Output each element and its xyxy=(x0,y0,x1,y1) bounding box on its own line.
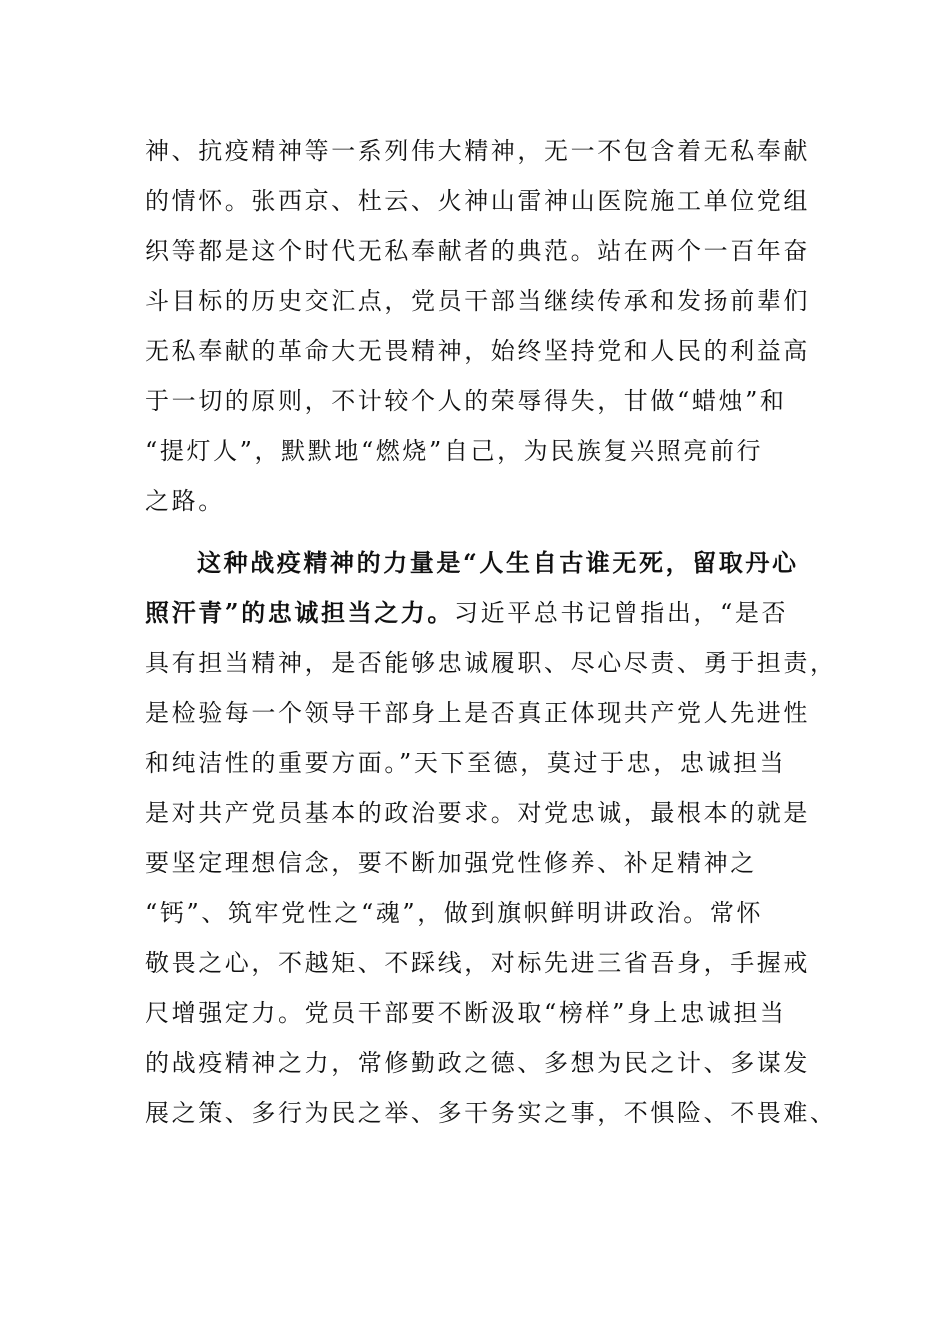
paragraph-line: 织等都是这个时代无私奉献者的典范。站在两个一百年奋 xyxy=(145,237,810,265)
paragraph-2 xyxy=(145,538,837,1138)
paragraph-heading-line xyxy=(145,538,805,588)
body-text: 习近平总书记曾指出，“是否 xyxy=(454,599,789,627)
paragraph-line: 神、抗疫精神等一系列伟大精神，无一不包含着无私奉献 xyxy=(145,137,810,165)
paragraph-line: 是检验每一个领导干部身上是否真正体现共产党人先进性 xyxy=(145,699,810,727)
paragraph-line: 之路。 xyxy=(145,487,225,515)
paragraph-line: 敬畏之心，不越矩、不踩线，对标先进三省吾身，手握戒 xyxy=(145,949,810,977)
paragraph-line: 具有担当精神，是否能够忠诚履职、尽心尽责、勇于担责， xyxy=(145,649,837,677)
paragraph-line: 尺增强定力。党员干部要不断汲取“榜样”身上忠诚担当 xyxy=(145,999,787,1027)
paragraph-line: “提灯人”，默默地“燃烧”自己，为民族复兴照亮前行 xyxy=(145,437,764,465)
bold-lead-text: 这种战疫精神的力量是“人生自古谁无死，留取丹心 xyxy=(197,548,799,577)
bold-lead-text: 照汗青”的忠诚担当之力。 xyxy=(145,598,455,627)
paragraph-line: “钙”、筑牢党性之“魂”，做到旗帜鲜明讲政治。常怀 xyxy=(145,899,764,927)
paragraph-line: 的战疫精神之力，常修勤政之德、多想为民之计、多谋发 xyxy=(145,1049,810,1077)
paragraph-line: 展之策、多行为民之举、多干务实之事，不惧险、不畏难、 xyxy=(145,1099,837,1127)
paragraph-line: 和纯洁性的重要方面。”天下至德，莫过于忠，忠诚担当 xyxy=(145,749,787,777)
paragraph-line: 斗目标的历史交汇点，党员干部当继续传承和发扬前辈们 xyxy=(145,287,810,315)
paragraph-line: 要坚定理想信念，要不断加强党性修养、补足精神之 xyxy=(145,849,757,877)
paragraph-line: 的情怀。张西京、杜云、火神山雷神山医院施工单位党组 xyxy=(145,187,810,215)
paragraph-1 xyxy=(145,126,810,526)
paragraph-line: 于一切的原则，不计较个人的荣辱得失，甘做“蜡烛”和 xyxy=(145,387,787,415)
paragraph-line xyxy=(145,588,805,638)
paragraph-line: 无私奉献的革命大无畏精神，始终坚持党和人民的利益高 xyxy=(145,337,810,365)
paragraph-line: 是对共产党员基本的政治要求。对党忠诚，最根本的就是 xyxy=(145,799,810,827)
